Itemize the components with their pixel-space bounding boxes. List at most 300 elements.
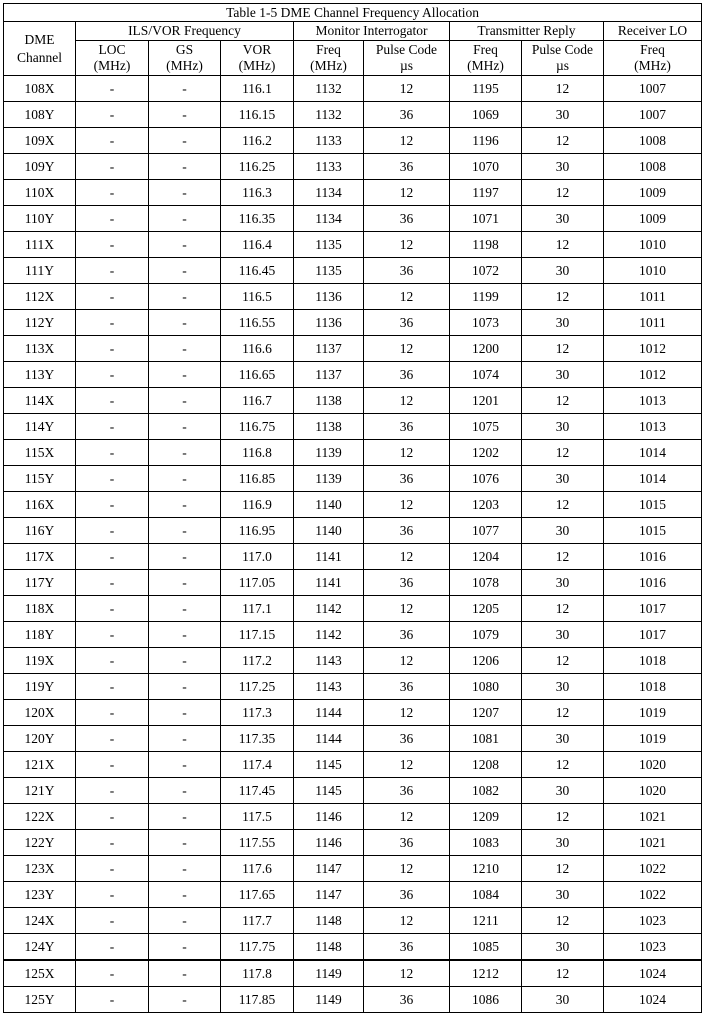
cell-tx-freq: 1084 xyxy=(450,882,522,908)
cell-vor: 116.85 xyxy=(221,466,294,492)
cell-vor: 117.85 xyxy=(221,987,294,1013)
table-row xyxy=(4,987,702,1013)
col-loc-line1: LOC xyxy=(98,42,126,57)
cell-vor: 116.5 xyxy=(221,284,294,310)
cell-monitor-freq: 1136 xyxy=(294,310,364,336)
group-transmitter-reply: Transmitter Reply xyxy=(450,22,604,41)
cell-monitor-pulse: 12 xyxy=(364,960,450,987)
cell-monitor-pulse: 36 xyxy=(364,362,450,388)
cell-loc: - xyxy=(76,778,149,804)
cell-monitor-pulse: 36 xyxy=(364,934,450,961)
cell-tx-freq: 1204 xyxy=(450,544,522,570)
cell-gs: - xyxy=(149,934,221,961)
table-body xyxy=(4,76,702,1013)
cell-gs: - xyxy=(149,778,221,804)
cell-gs: - xyxy=(149,466,221,492)
cell-dme-channel: 110X xyxy=(4,180,76,206)
cell-tx-freq: 1198 xyxy=(450,232,522,258)
cell-rx-freq: 1019 xyxy=(604,700,702,726)
cell-vor: 117.15 xyxy=(221,622,294,648)
cell-loc: - xyxy=(76,388,149,414)
cell-gs: - xyxy=(149,908,221,934)
col-loc xyxy=(76,41,149,76)
cell-dme-channel: 125X xyxy=(4,960,76,987)
col-monitor-pulse xyxy=(364,41,450,76)
cell-rx-freq: 1014 xyxy=(604,466,702,492)
cell-rx-freq: 1010 xyxy=(604,258,702,284)
cell-monitor-freq: 1136 xyxy=(294,284,364,310)
cell-dme-channel: 120X xyxy=(4,700,76,726)
cell-vor: 116.8 xyxy=(221,440,294,466)
cell-dme-channel: 115X xyxy=(4,440,76,466)
group-ils-vor: ILS/VOR Frequency xyxy=(76,22,294,41)
cell-rx-freq: 1010 xyxy=(604,232,702,258)
cell-monitor-pulse: 12 xyxy=(364,336,450,362)
cell-rx-freq: 1017 xyxy=(604,596,702,622)
cell-tx-freq: 1212 xyxy=(450,960,522,987)
cell-loc: - xyxy=(76,232,149,258)
cell-loc: - xyxy=(76,804,149,830)
cell-tx-pulse: 30 xyxy=(522,310,604,336)
cell-loc: - xyxy=(76,570,149,596)
cell-dme-channel: 116X xyxy=(4,492,76,518)
cell-monitor-freq: 1148 xyxy=(294,908,364,934)
cell-tx-pulse: 12 xyxy=(522,180,604,206)
cell-tx-freq: 1211 xyxy=(450,908,522,934)
cell-monitor-pulse: 36 xyxy=(364,310,450,336)
cell-rx-freq: 1007 xyxy=(604,76,702,102)
cell-tx-freq: 1073 xyxy=(450,310,522,336)
table-row xyxy=(4,752,702,778)
table-row xyxy=(4,518,702,544)
cell-dme-channel: 123Y xyxy=(4,882,76,908)
table-row xyxy=(4,102,702,128)
cell-rx-freq: 1008 xyxy=(604,154,702,180)
table-row xyxy=(4,934,702,961)
cell-gs: - xyxy=(149,258,221,284)
cell-rx-freq: 1021 xyxy=(604,830,702,856)
cell-dme-channel: 124X xyxy=(4,908,76,934)
cell-monitor-pulse: 36 xyxy=(364,882,450,908)
cell-tx-freq: 1071 xyxy=(450,206,522,232)
cell-rx-freq: 1014 xyxy=(604,440,702,466)
cell-vor: 117.75 xyxy=(221,934,294,961)
cell-monitor-freq: 1133 xyxy=(294,154,364,180)
table-row xyxy=(4,388,702,414)
cell-dme-channel: 121Y xyxy=(4,778,76,804)
col-dme-channel-line2: Channel xyxy=(17,49,62,65)
cell-tx-pulse: 12 xyxy=(522,856,604,882)
table-row xyxy=(4,232,702,258)
table-row xyxy=(4,622,702,648)
col-rx-freq-line2: (MHz) xyxy=(634,58,671,73)
cell-tx-freq: 1205 xyxy=(450,596,522,622)
cell-gs: - xyxy=(149,674,221,700)
cell-monitor-freq: 1145 xyxy=(294,752,364,778)
cell-monitor-freq: 1143 xyxy=(294,674,364,700)
table-row xyxy=(4,336,702,362)
cell-tx-freq: 1202 xyxy=(450,440,522,466)
table-row xyxy=(4,674,702,700)
cell-dme-channel: 108X xyxy=(4,76,76,102)
cell-monitor-freq: 1149 xyxy=(294,987,364,1013)
cell-tx-pulse: 12 xyxy=(522,388,604,414)
cell-gs: - xyxy=(149,336,221,362)
cell-gs: - xyxy=(149,882,221,908)
cell-rx-freq: 1022 xyxy=(604,856,702,882)
cell-monitor-freq: 1143 xyxy=(294,648,364,674)
cell-monitor-freq: 1134 xyxy=(294,206,364,232)
cell-rx-freq: 1011 xyxy=(604,284,702,310)
cell-gs: - xyxy=(149,518,221,544)
col-monitor-freq-line1: Freq xyxy=(316,42,341,57)
cell-gs: - xyxy=(149,960,221,987)
cell-dme-channel: 120Y xyxy=(4,726,76,752)
cell-gs: - xyxy=(149,622,221,648)
cell-monitor-pulse: 36 xyxy=(364,154,450,180)
table-row xyxy=(4,960,702,987)
table-row xyxy=(4,856,702,882)
cell-tx-freq: 1070 xyxy=(450,154,522,180)
cell-tx-freq: 1083 xyxy=(450,830,522,856)
cell-gs: - xyxy=(149,648,221,674)
cell-rx-freq: 1012 xyxy=(604,362,702,388)
cell-loc: - xyxy=(76,466,149,492)
cell-tx-freq: 1080 xyxy=(450,674,522,700)
cell-rx-freq: 1009 xyxy=(604,206,702,232)
cell-tx-freq: 1081 xyxy=(450,726,522,752)
cell-tx-freq: 1069 xyxy=(450,102,522,128)
table-row xyxy=(4,544,702,570)
cell-monitor-freq: 1146 xyxy=(294,804,364,830)
cell-rx-freq: 1022 xyxy=(604,882,702,908)
cell-dme-channel: 111X xyxy=(4,232,76,258)
table-row xyxy=(4,258,702,284)
cell-tx-pulse: 12 xyxy=(522,128,604,154)
cell-vor: 117.4 xyxy=(221,752,294,778)
cell-tx-freq: 1079 xyxy=(450,622,522,648)
col-monitor-freq xyxy=(294,41,364,76)
cell-loc: - xyxy=(76,128,149,154)
cell-vor: 116.3 xyxy=(221,180,294,206)
cell-tx-pulse: 30 xyxy=(522,674,604,700)
cell-loc: - xyxy=(76,206,149,232)
cell-loc: - xyxy=(76,700,149,726)
cell-vor: 117.65 xyxy=(221,882,294,908)
cell-loc: - xyxy=(76,544,149,570)
cell-tx-pulse: 30 xyxy=(522,362,604,388)
cell-gs: - xyxy=(149,232,221,258)
cell-tx-pulse: 30 xyxy=(522,934,604,961)
cell-loc: - xyxy=(76,987,149,1013)
cell-rx-freq: 1009 xyxy=(604,180,702,206)
cell-tx-pulse: 30 xyxy=(522,778,604,804)
cell-rx-freq: 1015 xyxy=(604,518,702,544)
col-monitor-freq-line2: (MHz) xyxy=(310,58,347,73)
cell-loc: - xyxy=(76,102,149,128)
cell-vor: 116.6 xyxy=(221,336,294,362)
cell-loc: - xyxy=(76,752,149,778)
cell-tx-freq: 1210 xyxy=(450,856,522,882)
cell-monitor-pulse: 12 xyxy=(364,856,450,882)
dme-channel-table xyxy=(3,3,702,1013)
cell-tx-pulse: 12 xyxy=(522,336,604,362)
cell-vor: 117.3 xyxy=(221,700,294,726)
cell-tx-freq: 1206 xyxy=(450,648,522,674)
cell-dme-channel: 117X xyxy=(4,544,76,570)
col-rx-freq xyxy=(604,41,702,76)
cell-monitor-freq: 1137 xyxy=(294,336,364,362)
cell-gs: - xyxy=(149,987,221,1013)
cell-rx-freq: 1016 xyxy=(604,570,702,596)
cell-monitor-pulse: 12 xyxy=(364,492,450,518)
col-dme-channel-line1: DME xyxy=(24,31,55,47)
cell-monitor-pulse: 12 xyxy=(364,752,450,778)
col-tx-pulse xyxy=(522,41,604,76)
cell-loc: - xyxy=(76,960,149,987)
cell-dme-channel: 121X xyxy=(4,752,76,778)
cell-monitor-freq: 1148 xyxy=(294,934,364,961)
cell-gs: - xyxy=(149,284,221,310)
cell-loc: - xyxy=(76,726,149,752)
col-tx-freq-line2: (MHz) xyxy=(467,58,504,73)
cell-dme-channel: 114Y xyxy=(4,414,76,440)
col-tx-freq xyxy=(450,41,522,76)
cell-loc: - xyxy=(76,284,149,310)
cell-monitor-pulse: 36 xyxy=(364,830,450,856)
cell-loc: - xyxy=(76,154,149,180)
col-gs-line2: (MHz) xyxy=(166,58,203,73)
cell-monitor-pulse: 36 xyxy=(364,622,450,648)
cell-dme-channel: 122X xyxy=(4,804,76,830)
cell-tx-freq: 1200 xyxy=(450,336,522,362)
cell-vor: 117.6 xyxy=(221,856,294,882)
cell-monitor-freq: 1139 xyxy=(294,466,364,492)
table-row xyxy=(4,648,702,674)
cell-gs: - xyxy=(149,362,221,388)
cell-loc: - xyxy=(76,258,149,284)
cell-monitor-freq: 1145 xyxy=(294,778,364,804)
cell-tx-freq: 1077 xyxy=(450,518,522,544)
cell-monitor-freq: 1139 xyxy=(294,440,364,466)
cell-vor: 116.7 xyxy=(221,388,294,414)
col-gs xyxy=(149,41,221,76)
cell-monitor-pulse: 36 xyxy=(364,414,450,440)
cell-monitor-freq: 1142 xyxy=(294,622,364,648)
cell-tx-pulse: 30 xyxy=(522,987,604,1013)
cell-tx-freq: 1195 xyxy=(450,76,522,102)
cell-tx-freq: 1208 xyxy=(450,752,522,778)
cell-gs: - xyxy=(149,492,221,518)
cell-gs: - xyxy=(149,206,221,232)
cell-tx-freq: 1078 xyxy=(450,570,522,596)
cell-monitor-pulse: 12 xyxy=(364,232,450,258)
cell-monitor-pulse: 12 xyxy=(364,440,450,466)
cell-rx-freq: 1015 xyxy=(604,492,702,518)
cell-monitor-freq: 1144 xyxy=(294,700,364,726)
cell-dme-channel: 109X xyxy=(4,128,76,154)
cell-monitor-pulse: 36 xyxy=(364,778,450,804)
cell-dme-channel: 118Y xyxy=(4,622,76,648)
cell-dme-channel: 112Y xyxy=(4,310,76,336)
cell-tx-freq: 1201 xyxy=(450,388,522,414)
cell-monitor-pulse: 12 xyxy=(364,544,450,570)
table-row xyxy=(4,362,702,388)
table-row xyxy=(4,128,702,154)
cell-monitor-pulse: 12 xyxy=(364,76,450,102)
cell-tx-pulse: 30 xyxy=(522,570,604,596)
cell-rx-freq: 1017 xyxy=(604,622,702,648)
cell-rx-freq: 1013 xyxy=(604,388,702,414)
cell-dme-channel: 113X xyxy=(4,336,76,362)
cell-loc: - xyxy=(76,648,149,674)
cell-rx-freq: 1016 xyxy=(604,544,702,570)
col-dme-channel xyxy=(4,22,76,76)
cell-monitor-freq: 1137 xyxy=(294,362,364,388)
table-row xyxy=(4,830,702,856)
cell-monitor-pulse: 12 xyxy=(364,284,450,310)
cell-tx-freq: 1199 xyxy=(450,284,522,310)
cell-dme-channel: 124Y xyxy=(4,934,76,961)
cell-vor: 116.9 xyxy=(221,492,294,518)
cell-vor: 117.1 xyxy=(221,596,294,622)
cell-rx-freq: 1024 xyxy=(604,960,702,987)
cell-monitor-freq: 1140 xyxy=(294,492,364,518)
cell-vor: 116.1 xyxy=(221,76,294,102)
table-row xyxy=(4,206,702,232)
table-row xyxy=(4,908,702,934)
table-row xyxy=(4,76,702,102)
cell-loc: - xyxy=(76,310,149,336)
table-row xyxy=(4,778,702,804)
cell-loc: - xyxy=(76,830,149,856)
cell-monitor-freq: 1149 xyxy=(294,960,364,987)
cell-vor: 117.05 xyxy=(221,570,294,596)
table-row xyxy=(4,570,702,596)
cell-vor: 116.75 xyxy=(221,414,294,440)
cell-loc: - xyxy=(76,856,149,882)
cell-monitor-freq: 1138 xyxy=(294,414,364,440)
cell-tx-pulse: 30 xyxy=(522,830,604,856)
cell-tx-pulse: 30 xyxy=(522,622,604,648)
cell-tx-freq: 1197 xyxy=(450,180,522,206)
cell-monitor-freq: 1135 xyxy=(294,232,364,258)
col-tx-pulse-line1: Pulse Code xyxy=(531,42,594,57)
cell-monitor-freq: 1142 xyxy=(294,596,364,622)
cell-vor: 116.25 xyxy=(221,154,294,180)
table-row xyxy=(4,310,702,336)
cell-rx-freq: 1018 xyxy=(604,674,702,700)
col-vor-line1: VOR xyxy=(242,42,272,57)
cell-tx-pulse: 30 xyxy=(522,102,604,128)
cell-monitor-freq: 1141 xyxy=(294,570,364,596)
table-row xyxy=(4,180,702,206)
cell-tx-freq: 1074 xyxy=(450,362,522,388)
cell-gs: - xyxy=(149,388,221,414)
cell-tx-freq: 1196 xyxy=(450,128,522,154)
cell-tx-pulse: 30 xyxy=(522,258,604,284)
cell-monitor-freq: 1147 xyxy=(294,882,364,908)
cell-monitor-freq: 1140 xyxy=(294,518,364,544)
cell-gs: - xyxy=(149,180,221,206)
cell-tx-freq: 1075 xyxy=(450,414,522,440)
table-row xyxy=(4,466,702,492)
cell-rx-freq: 1020 xyxy=(604,752,702,778)
cell-tx-freq: 1203 xyxy=(450,492,522,518)
cell-tx-pulse: 30 xyxy=(522,518,604,544)
cell-tx-pulse: 30 xyxy=(522,414,604,440)
cell-tx-pulse: 12 xyxy=(522,700,604,726)
cell-loc: - xyxy=(76,622,149,648)
cell-vor: 116.55 xyxy=(221,310,294,336)
cell-vor: 117.45 xyxy=(221,778,294,804)
table-row xyxy=(4,804,702,830)
cell-tx-pulse: 30 xyxy=(522,206,604,232)
cell-monitor-pulse: 36 xyxy=(364,258,450,284)
cell-vor: 116.45 xyxy=(221,258,294,284)
cell-monitor-pulse: 12 xyxy=(364,908,450,934)
cell-loc: - xyxy=(76,492,149,518)
cell-rx-freq: 1011 xyxy=(604,310,702,336)
cell-rx-freq: 1018 xyxy=(604,648,702,674)
cell-loc: - xyxy=(76,882,149,908)
cell-gs: - xyxy=(149,154,221,180)
cell-tx-pulse: 12 xyxy=(522,544,604,570)
cell-loc: - xyxy=(76,76,149,102)
col-monitor-pulse-line2: µs xyxy=(399,58,414,73)
cell-monitor-pulse: 36 xyxy=(364,102,450,128)
cell-tx-pulse: 12 xyxy=(522,648,604,674)
cell-vor: 117.8 xyxy=(221,960,294,987)
cell-monitor-freq: 1147 xyxy=(294,856,364,882)
cell-vor: 116.35 xyxy=(221,206,294,232)
cell-dme-channel: 112X xyxy=(4,284,76,310)
cell-gs: - xyxy=(149,128,221,154)
table-row xyxy=(4,882,702,908)
cell-loc: - xyxy=(76,414,149,440)
table-row xyxy=(4,596,702,622)
group-receiver-lo: Receiver LO xyxy=(604,22,702,41)
cell-vor: 117.2 xyxy=(221,648,294,674)
cell-dme-channel: 108Y xyxy=(4,102,76,128)
col-loc-line2: (MHz) xyxy=(93,58,131,73)
cell-monitor-pulse: 12 xyxy=(364,804,450,830)
cell-monitor-pulse: 12 xyxy=(364,700,450,726)
cell-monitor-pulse: 12 xyxy=(364,648,450,674)
table-row xyxy=(4,492,702,518)
cell-monitor-freq: 1135 xyxy=(294,258,364,284)
cell-monitor-freq: 1141 xyxy=(294,544,364,570)
cell-tx-freq: 1207 xyxy=(450,700,522,726)
cell-tx-pulse: 30 xyxy=(522,726,604,752)
cell-tx-pulse: 12 xyxy=(522,76,604,102)
cell-tx-pulse: 30 xyxy=(522,882,604,908)
table-row xyxy=(4,154,702,180)
cell-tx-pulse: 12 xyxy=(522,440,604,466)
cell-monitor-pulse: 36 xyxy=(364,674,450,700)
cell-tx-freq: 1082 xyxy=(450,778,522,804)
cell-gs: - xyxy=(149,414,221,440)
cell-vor: 117.35 xyxy=(221,726,294,752)
col-vor-line2: (MHz) xyxy=(238,58,276,73)
cell-monitor-pulse: 12 xyxy=(364,596,450,622)
cell-vor: 117.25 xyxy=(221,674,294,700)
cell-dme-channel: 111Y xyxy=(4,258,76,284)
cell-monitor-freq: 1144 xyxy=(294,726,364,752)
cell-monitor-pulse: 12 xyxy=(364,128,450,154)
cell-rx-freq: 1013 xyxy=(604,414,702,440)
cell-monitor-pulse: 12 xyxy=(364,180,450,206)
